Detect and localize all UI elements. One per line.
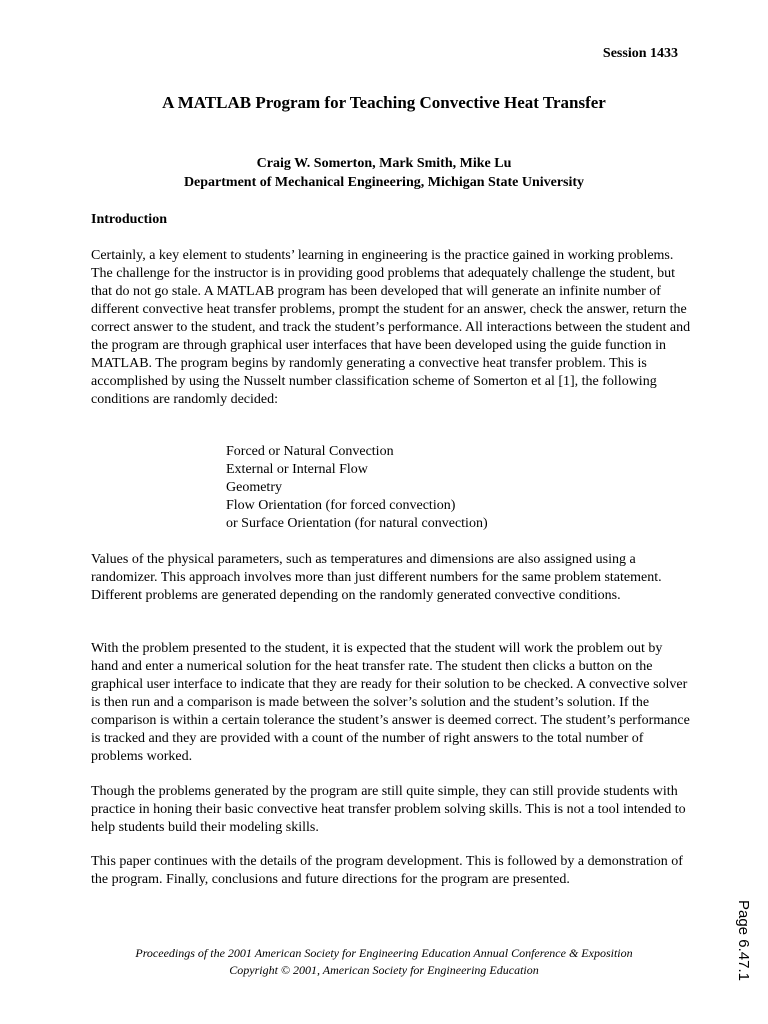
paragraph-text: Though the problems generated by the program are still quite simple, they can still provide students with practice in honing their basic convective heat transfer problem solving skills. This is not a tool intended to help students build their modeling skills. — [91, 784, 686, 835]
page-footer — [0, 945, 768, 979]
list-item: or Surface Orientation (for natural convection) — [226, 516, 488, 531]
list-item: Geometry — [226, 480, 282, 495]
paragraph-5 — [91, 853, 691, 889]
list-item: Forced or Natural Convection — [226, 444, 394, 459]
paragraph-1 — [91, 247, 691, 409]
paper-title: A MATLAB Program for Teaching Convective Heat Transfer — [162, 93, 606, 112]
paragraph-text: Certainly, a key element to students’ learning in engineering is the practice gained in working problems. The challenge for the instructor is in providing good problems that adequately challenge the student, but that do not go stale. A MATLAB program has been developed that will generate an infinite number of different convective heat transfer problems, prompt the student for an answer, check the answer, return the correct answer to the student, and track the student’s performance. All interactions between the student and the program are through graphical user interfaces that have been developed using the guide function in MATLAB. The program begins by randomly generating a convective heat transfer problem. This is accomplished by using the Nusselt number classification scheme of Somerton et al [1], the following conditions are randomly decided: — [91, 248, 691, 407]
paragraph-4 — [91, 783, 691, 837]
list-item: Flow Orientation (for forced convection) — [226, 498, 456, 513]
paragraph-text: Values of the physical parameters, such as temperatures and dimensions are also assigned using a randomizer. This approach involves more than just different numbers for the same problem statement. Different problems are generated depending on the randomly generated convective conditions. — [91, 552, 662, 603]
paragraph-text: This paper continues with the details of the program development. This is followed by a demonstration of the program. Finally, conclusions and future directions for the program are presented. — [91, 854, 683, 887]
footer-copyright: Copyright © 2001, American Society for Engineering Education — [229, 963, 539, 977]
paragraph-2 — [91, 551, 691, 605]
page-label: Page 6.47.1 — [734, 899, 752, 981]
footer-proceedings: Proceedings of the 2001 American Society for Engineering Education Annual Conference & Exposition — [135, 946, 633, 960]
section-heading-introduction: Introduction — [91, 212, 167, 227]
affiliation: Department of Mechanical Engineering, Michigan State University — [183, 175, 585, 190]
session-number: Session 1433 — [602, 46, 678, 61]
paragraph-text: With the problem presented to the student, it is expected that the student will work the problem out by hand and enter a numerical solution for the heat transfer rate. The student then clicks a button on the graphical user interface to indicate that they are ready for their solution to be checked. A convective solver is then run and a comparison is made between the solver’s solution and the student’s solution. If the comparison is within a certain tolerance the student’s answer is deemed correct. The student’s performance is tracked and they are provided with a count of the number of right answers to the total number of problems worked. — [91, 641, 690, 764]
conditions-list — [226, 443, 488, 533]
authors: Craig W. Somerton, Mark Smith, Mike Lu — [256, 156, 512, 171]
paragraph-3 — [91, 640, 691, 766]
author-block — [0, 154, 768, 192]
list-item: External or Internal Flow — [226, 462, 368, 477]
page-number-stamp — [725, 899, 761, 981]
